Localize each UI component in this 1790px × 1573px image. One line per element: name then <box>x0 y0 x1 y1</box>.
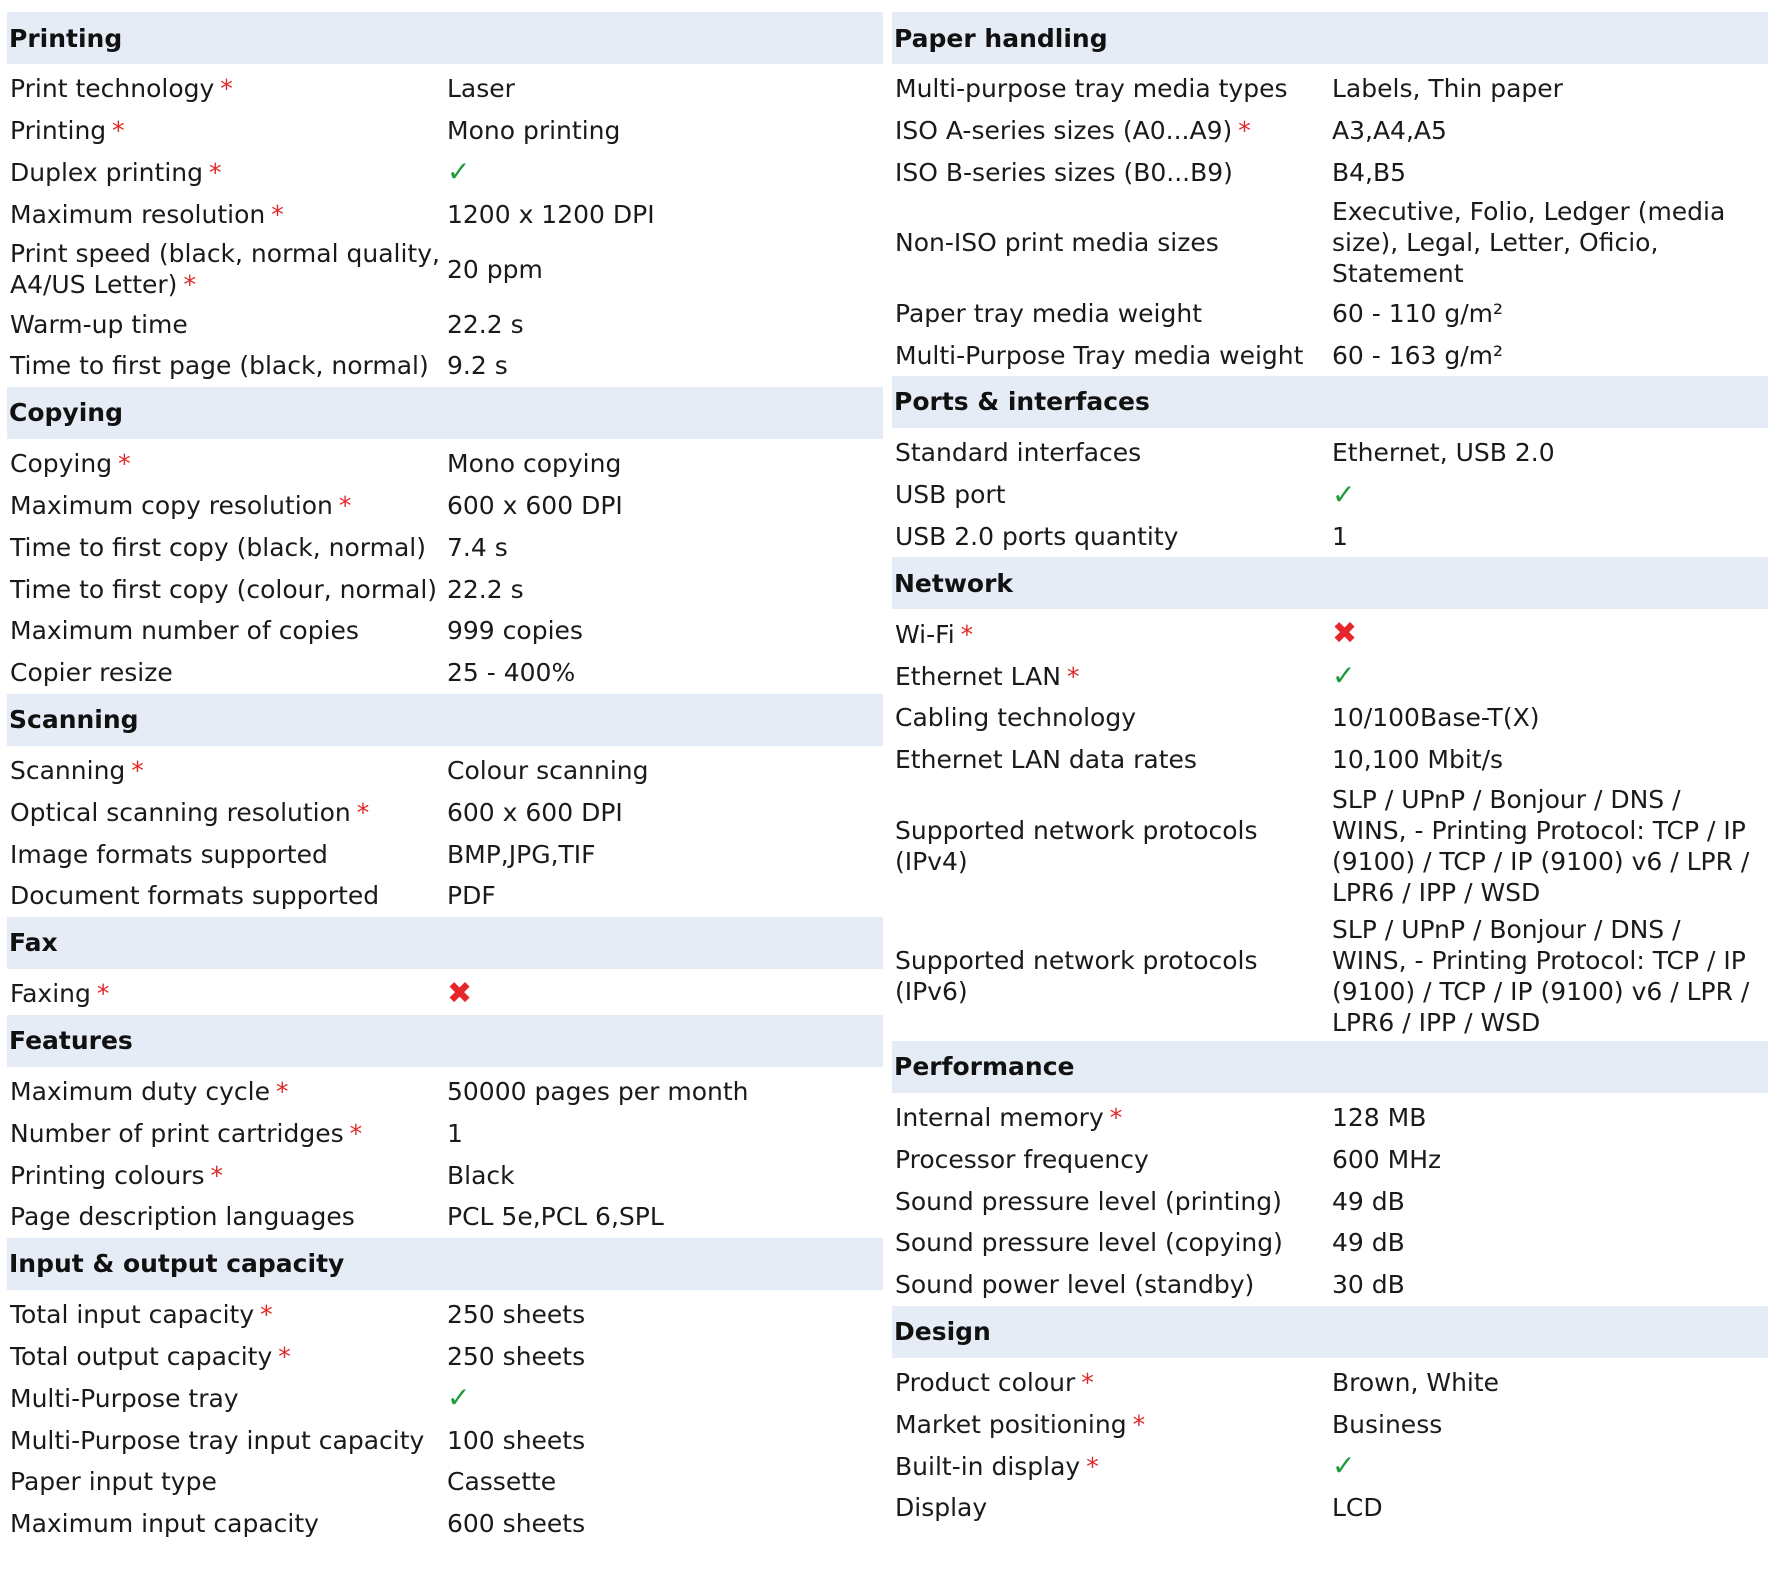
spec-value: 22.2 s <box>447 574 524 604</box>
required-asterisk: * <box>356 797 370 827</box>
spec-value: SLP / UPnP / Bonjour / DNS / WINS, - Printing Protocol: TCP / IP (9100) / TCP / IP (9100) v6 / LPR / LPR6 / IPP / WSD <box>1332 784 1750 907</box>
spec-value <box>447 975 883 1011</box>
spec-value: PDF <box>447 881 496 911</box>
spec-label <box>892 1367 1332 1398</box>
cross-icon: ✖ <box>447 975 473 1011</box>
spec-label <box>7 1118 447 1149</box>
spec-label <box>7 157 447 188</box>
spec-label <box>7 574 447 605</box>
spec-row <box>892 1445 1768 1487</box>
spec-value: 10/100Base-T(X) <box>1332 703 1540 733</box>
spec-value: 50000 pages per month <box>447 1076 749 1106</box>
checkmark-icon: ✓ <box>1332 1449 1356 1483</box>
spec-value: 600 sheets <box>447 1509 586 1539</box>
spec-label-text: Optical scanning resolution <box>10 797 351 827</box>
spec-column-right <box>892 12 1768 1529</box>
spec-label-text: Printing <box>10 116 107 146</box>
spec-label <box>892 437 1332 468</box>
spec-label-text: Multi-Purpose tray input capacity <box>10 1425 425 1455</box>
spec-value: 10,100 Mbit/s <box>1332 745 1504 775</box>
spec-label-text: Cabling technology <box>895 703 1137 733</box>
required-asterisk: * <box>112 116 125 146</box>
section-header: Features <box>7 1015 883 1067</box>
spec-value: Black <box>447 1160 515 1190</box>
spec-label <box>892 815 1332 877</box>
spec-row <box>892 655 1768 697</box>
spec-value: 1 <box>1332 521 1348 551</box>
spec-label <box>892 521 1332 552</box>
spec-label <box>7 880 447 911</box>
spec-label <box>892 1409 1332 1440</box>
spec-label-text: Paper input type <box>10 1467 217 1497</box>
spec-section-printing <box>7 12 883 387</box>
spec-label <box>892 479 1332 510</box>
spec-label-text: Scanning <box>10 755 126 785</box>
spec-label-text: Printing colours <box>10 1160 205 1190</box>
spec-value: Laser <box>447 74 515 104</box>
cross-icon: ✖ <box>1332 616 1358 652</box>
required-asterisk: * <box>210 1160 224 1190</box>
required-asterisk: * <box>96 979 110 1009</box>
spec-row <box>892 911 1768 1041</box>
section-header: Design <box>892 1306 1768 1358</box>
section-header: Paper handling <box>892 12 1768 64</box>
spec-label <box>892 1144 1332 1175</box>
section-header: Fax <box>7 917 883 969</box>
spec-row <box>7 110 883 152</box>
spec-row <box>892 1222 1768 1264</box>
spec-label <box>7 199 447 230</box>
spec-row <box>892 1403 1768 1445</box>
spec-label <box>7 1466 447 1497</box>
spec-section-performance <box>892 1041 1768 1306</box>
spec-label-text: Internal memory <box>895 1102 1104 1132</box>
checkmark-icon: ✓ <box>447 155 471 189</box>
spec-row <box>7 235 883 303</box>
spec-row <box>892 516 1768 558</box>
required-asterisk: * <box>271 199 284 229</box>
spec-value: 30 dB <box>1332 1270 1405 1300</box>
section-header: Scanning <box>7 694 883 746</box>
spec-label <box>7 1508 447 1539</box>
spec-row <box>7 443 883 485</box>
spec-label <box>7 309 447 340</box>
spec-row <box>7 1294 883 1336</box>
spec-value: 250 sheets <box>447 1341 586 1371</box>
spec-label-text: Multi-Purpose Tray media weight <box>895 340 1304 370</box>
spec-label-text: Product colour <box>895 1367 1076 1397</box>
spec-value: Labels, Thin paper <box>1332 74 1563 104</box>
spec-section-features <box>7 1015 883 1238</box>
spec-value: 60 - 163 g/m² <box>1332 340 1504 370</box>
spec-value <box>447 1382 883 1414</box>
spec-row <box>7 485 883 527</box>
checkmark-icon: ✓ <box>1332 477 1356 511</box>
spec-label <box>7 1299 447 1330</box>
spec-row <box>7 791 883 833</box>
spec-label-text: Maximum duty cycle <box>10 1076 270 1106</box>
spec-label-text: Display <box>895 1493 988 1523</box>
spec-label-text: Market positioning <box>895 1409 1127 1439</box>
spec-value: B4,B5 <box>1332 157 1407 187</box>
spec-row <box>7 1196 883 1238</box>
spec-label <box>892 744 1332 775</box>
spec-section-paper-handling <box>892 12 1768 376</box>
spec-row <box>7 193 883 235</box>
spec-label-text: Print speed (black, normal quality, A4/US Letter) <box>10 239 440 300</box>
spec-value: 600 x 600 DPI <box>447 797 623 827</box>
spec-value: 600 MHz <box>1332 1144 1442 1174</box>
spec-value: Brown, White <box>1332 1367 1500 1397</box>
spec-label-text: Print technology <box>10 74 215 104</box>
spec-value: 60 - 110 g/m² <box>1332 298 1504 328</box>
spec-label <box>7 839 447 870</box>
required-asterisk: * <box>183 270 196 300</box>
spec-row <box>7 1461 883 1503</box>
spec-value <box>1332 1450 1768 1482</box>
spec-label <box>7 978 447 1009</box>
required-asterisk: * <box>349 1118 363 1148</box>
required-asterisk: * <box>276 1076 289 1106</box>
spec-row <box>892 152 1768 194</box>
spec-row <box>892 613 1768 655</box>
spec-label <box>892 945 1332 1007</box>
required-asterisk: * <box>1066 661 1080 691</box>
spec-row <box>892 781 1768 911</box>
spec-label-text: Time to first copy (colour, normal) <box>10 574 438 604</box>
spec-label-text: Image formats supported <box>10 839 328 869</box>
spec-value: 1200 x 1200 DPI <box>447 199 655 229</box>
spec-label-text: USB 2.0 ports quantity <box>895 521 1179 551</box>
spec-label <box>7 73 447 104</box>
spec-label-text: ISO B-series sizes (B0...B9) <box>895 157 1233 187</box>
spec-label <box>7 448 447 479</box>
spec-value <box>447 156 883 188</box>
spec-label <box>7 1160 447 1191</box>
spec-label-text: Duplex printing <box>10 157 203 187</box>
spec-label <box>7 115 447 146</box>
spec-value: 49 dB <box>1332 1228 1405 1258</box>
spec-row <box>7 303 883 345</box>
spec-row <box>7 1419 883 1461</box>
spec-value: 100 sheets <box>447 1425 586 1455</box>
required-asterisk: * <box>131 755 144 785</box>
spec-label-text: Sound pressure level (printing) <box>895 1186 1282 1216</box>
spec-row <box>7 526 883 568</box>
spec-label <box>7 615 447 646</box>
spec-label-text: Copier resize <box>10 658 173 688</box>
spec-label-text: Wi-Fi <box>895 619 955 649</box>
spec-row <box>7 345 883 387</box>
spec-value: Mono copying <box>447 449 622 479</box>
spec-value: Business <box>1332 1409 1443 1439</box>
section-header: Ports & interfaces <box>892 376 1768 428</box>
spec-label <box>892 157 1332 188</box>
section-header: Input & output capacity <box>7 1238 883 1290</box>
spec-label-text: Page description languages <box>10 1202 355 1232</box>
spec-row <box>7 652 883 694</box>
spec-value: 600 x 600 DPI <box>447 490 623 520</box>
spec-label <box>7 532 447 563</box>
spec-value: BMP,JPG,TIF <box>447 839 596 869</box>
spec-value: 250 sheets <box>447 1300 586 1330</box>
spec-label <box>892 1492 1332 1523</box>
spec-row <box>7 152 883 194</box>
spec-row <box>892 68 1768 110</box>
spec-value: Colour scanning <box>447 755 649 785</box>
spec-label <box>892 340 1332 371</box>
required-asterisk: * <box>118 449 131 479</box>
spec-row <box>7 973 883 1015</box>
spec-label-text: Faxing <box>10 979 91 1009</box>
spec-section-fax <box>7 917 883 1015</box>
spec-value: SLP / UPnP / Bonjour / DNS / WINS, - Printing Protocol: TCP / IP (9100) / TCP / IP (9100) v6 / LPR / LPR6 / IPP / WSD <box>1332 914 1750 1037</box>
spec-label-text: Maximum resolution <box>10 199 266 229</box>
spec-value: 999 copies <box>447 616 583 646</box>
spec-value: 20 ppm <box>447 254 543 284</box>
spec-label <box>7 1076 447 1107</box>
spec-section-ports-interfaces <box>892 376 1768 557</box>
spec-row <box>892 110 1768 152</box>
spec-label <box>892 702 1332 733</box>
spec-section-scanning <box>7 694 883 917</box>
spec-section-input-output-capacity <box>7 1238 883 1545</box>
spec-label-text: Built-in display <box>895 1451 1081 1481</box>
spec-row <box>892 1487 1768 1529</box>
spec-label <box>892 1227 1332 1258</box>
spec-label <box>7 350 447 381</box>
spec-row <box>892 432 1768 474</box>
spec-row <box>892 193 1768 292</box>
section-header: Performance <box>892 1041 1768 1093</box>
spec-value <box>1332 479 1768 511</box>
spec-label-text: Non-ISO print media sizes <box>895 228 1219 258</box>
spec-row <box>892 334 1768 376</box>
spec-label-text: Sound power level (standby) <box>895 1270 1255 1300</box>
spec-label <box>7 755 447 786</box>
spec-value <box>1332 660 1768 692</box>
spec-value: 49 dB <box>1332 1186 1405 1216</box>
checkmark-icon: ✓ <box>1332 659 1356 693</box>
required-asterisk: * <box>1132 1409 1146 1439</box>
spec-row <box>892 1264 1768 1306</box>
spec-section-network <box>892 557 1768 1040</box>
spec-label <box>7 1383 447 1414</box>
spec-value: A3,A4,A5 <box>1332 116 1447 146</box>
spec-column-left <box>7 12 883 1545</box>
spec-value: 25 - 400% <box>447 658 576 688</box>
spec-row <box>892 292 1768 334</box>
spec-label <box>7 490 447 521</box>
spec-label <box>892 1269 1332 1300</box>
spec-label-text: USB port <box>895 480 1006 510</box>
spec-label-text: Sound pressure level (copying) <box>895 1228 1283 1258</box>
spec-row <box>7 1071 883 1113</box>
spec-label <box>7 797 447 828</box>
spec-label <box>7 657 447 688</box>
spec-row <box>7 1377 883 1419</box>
spec-row <box>7 875 883 917</box>
required-asterisk: * <box>1109 1102 1123 1132</box>
spec-label <box>892 1186 1332 1217</box>
spec-label-text: Total output capacity <box>10 1341 273 1371</box>
spec-label-text: Copying <box>10 449 113 479</box>
spec-value: 128 MB <box>1332 1102 1427 1132</box>
spec-row <box>7 1336 883 1378</box>
spec-label-text: Standard interfaces <box>895 438 1142 468</box>
spec-label <box>892 73 1332 104</box>
spec-label-text: Supported network protocols (IPv6) <box>895 945 1258 1006</box>
spec-row <box>7 1154 883 1196</box>
spec-label-text: Multi-Purpose tray <box>10 1383 239 1413</box>
spec-value: Ethernet, USB 2.0 <box>1332 438 1555 468</box>
spec-value: 7.4 s <box>447 532 508 562</box>
required-asterisk: * <box>260 1300 273 1330</box>
spec-label-text: Warm-up time <box>10 309 188 339</box>
spec-row <box>892 739 1768 781</box>
spec-label <box>7 1201 447 1232</box>
required-asterisk: * <box>220 74 233 104</box>
spec-row <box>7 68 883 110</box>
spec-label-text: Ethernet LAN <box>895 661 1061 691</box>
spec-value: PCL 5e,PCL 6,SPL <box>447 1202 664 1232</box>
spec-label-text: Document formats supported <box>10 881 380 911</box>
spec-label <box>892 661 1332 692</box>
spec-row <box>7 1112 883 1154</box>
checkmark-icon: ✓ <box>447 1381 471 1415</box>
section-header: Copying <box>7 387 883 439</box>
spec-label-text: Supported network protocols (IPv4) <box>895 815 1258 876</box>
required-asterisk: * <box>1086 1451 1099 1481</box>
spec-row <box>892 1362 1768 1404</box>
spec-value <box>1332 618 1768 650</box>
spec-label-text: Multi-purpose tray media types <box>895 74 1288 104</box>
required-asterisk: * <box>278 1341 291 1371</box>
spec-label <box>892 298 1332 329</box>
spec-label-text: Paper tray media weight <box>895 298 1202 328</box>
spec-row <box>892 474 1768 516</box>
spec-label-text: Maximum copy resolution <box>10 490 333 520</box>
spec-label <box>7 1341 447 1372</box>
spec-label <box>892 1102 1332 1133</box>
spec-label-text: Maximum number of copies <box>10 616 359 646</box>
spec-label-text: Total input capacity <box>10 1300 255 1330</box>
spec-value: 1 <box>447 1118 463 1148</box>
spec-label <box>7 238 447 300</box>
spec-label <box>892 115 1332 146</box>
spec-value: Mono printing <box>447 116 621 146</box>
spec-label-text: Time to first copy (black, normal) <box>10 532 426 562</box>
spec-label-text: ISO A-series sizes (A0...A9) <box>895 116 1233 146</box>
section-header: Printing <box>7 12 883 64</box>
spec-row <box>892 1097 1768 1139</box>
spec-row <box>892 1180 1768 1222</box>
required-asterisk: * <box>960 619 974 649</box>
spec-label-text: Ethernet LAN data rates <box>895 745 1197 775</box>
spec-label-text: Maximum input capacity <box>10 1509 319 1539</box>
spec-row <box>892 697 1768 739</box>
spec-section-copying <box>7 387 883 694</box>
spec-row <box>7 610 883 652</box>
spec-label-text: Time to first page (black, normal) <box>10 351 429 381</box>
required-asterisk: * <box>1238 116 1251 146</box>
spec-label <box>892 1451 1332 1482</box>
spec-label <box>892 227 1332 258</box>
spec-row <box>7 1503 883 1545</box>
spec-row <box>7 833 883 875</box>
spec-value: 22.2 s <box>447 309 524 339</box>
spec-value: Executive, Folio, Ledger (media size), Legal, Letter, Oficio, Statement <box>1332 197 1726 289</box>
spec-value: LCD <box>1332 1493 1383 1523</box>
required-asterisk: * <box>209 157 222 187</box>
spec-value: 9.2 s <box>447 351 508 381</box>
required-asterisk: * <box>1081 1367 1094 1397</box>
section-header: Network <box>892 557 1768 609</box>
spec-label <box>892 619 1332 650</box>
required-asterisk: * <box>338 490 352 520</box>
spec-label <box>7 1425 447 1456</box>
spec-row <box>7 750 883 792</box>
spec-section-design <box>892 1306 1768 1529</box>
spec-label-text: Processor frequency <box>895 1144 1149 1174</box>
spec-label-text: Number of print cartridges <box>10 1118 344 1148</box>
spec-row <box>892 1138 1768 1180</box>
spec-row <box>7 568 883 610</box>
spec-value: Cassette <box>447 1467 557 1497</box>
